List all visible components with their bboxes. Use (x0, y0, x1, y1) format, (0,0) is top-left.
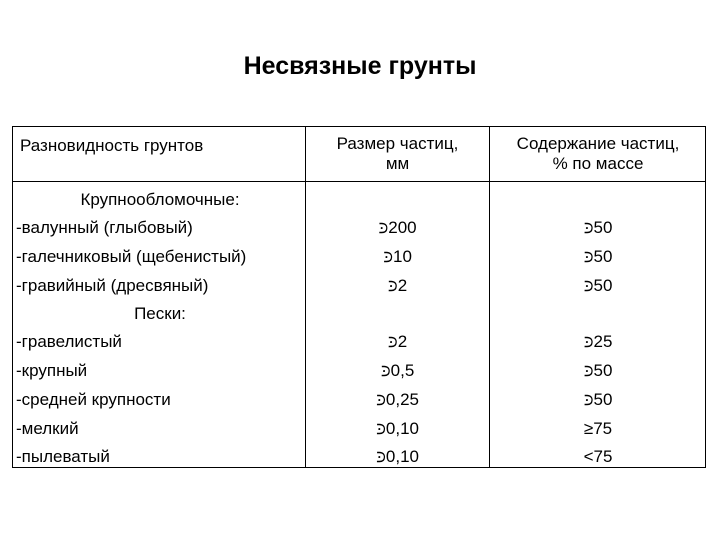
table-row-content: ⪾25 (583, 332, 613, 351)
table-row-content: ⪾50 (583, 361, 613, 380)
table-row-name: -средней крупности (16, 390, 171, 409)
header-particle-size: Размер частиц, мм (336, 134, 459, 173)
header-divider (12, 181, 706, 182)
table-row-name: -гравелистый (16, 332, 122, 351)
table-row-name: -пылеватый (16, 447, 110, 466)
table-row-size: ⪾2 (387, 276, 408, 295)
table-row-name: -валунный (глыбовый) (16, 218, 193, 237)
table-row-content: <75 (583, 447, 613, 466)
table-row-content: ⪾50 (583, 247, 613, 266)
table-row-size: ⪾200 (378, 218, 417, 237)
group-label-sands: Пески: (134, 304, 186, 323)
table-row-size: ⪾10 (383, 247, 412, 266)
table-row-size: ⪾0,25 (375, 390, 419, 409)
table-row-name: -крупный (16, 361, 88, 380)
table-row-content: ⪾50 (583, 390, 613, 409)
table-row-content: ⪾50 (583, 218, 613, 237)
table-row-content: ≥75 (583, 419, 613, 438)
soil-table (12, 126, 706, 468)
table-row-size: ⪾2 (387, 332, 408, 351)
table-row-content: ⪾50 (583, 276, 613, 295)
table-row-name: -гравийный (дресвяный) (16, 276, 209, 295)
header-soil-type: Разновидность грунтов (20, 136, 204, 155)
column-divider-2 (489, 126, 490, 468)
column-divider-1 (305, 126, 306, 468)
header-particle-content: Содержание частиц, % по массе (516, 134, 680, 173)
table-row-name: -галечниковый (щебенистый) (16, 247, 247, 266)
table-row-size: ⪾0,10 (375, 419, 419, 438)
table-row-size: ⪾0,10 (375, 447, 419, 466)
table-row-name: -мелкий (16, 419, 79, 438)
table-row-size: ⪾0,5 (380, 361, 415, 380)
group-label-coarse: Крупнообломочные: (80, 190, 240, 209)
page-title: Несвязные грунты (243, 52, 477, 80)
